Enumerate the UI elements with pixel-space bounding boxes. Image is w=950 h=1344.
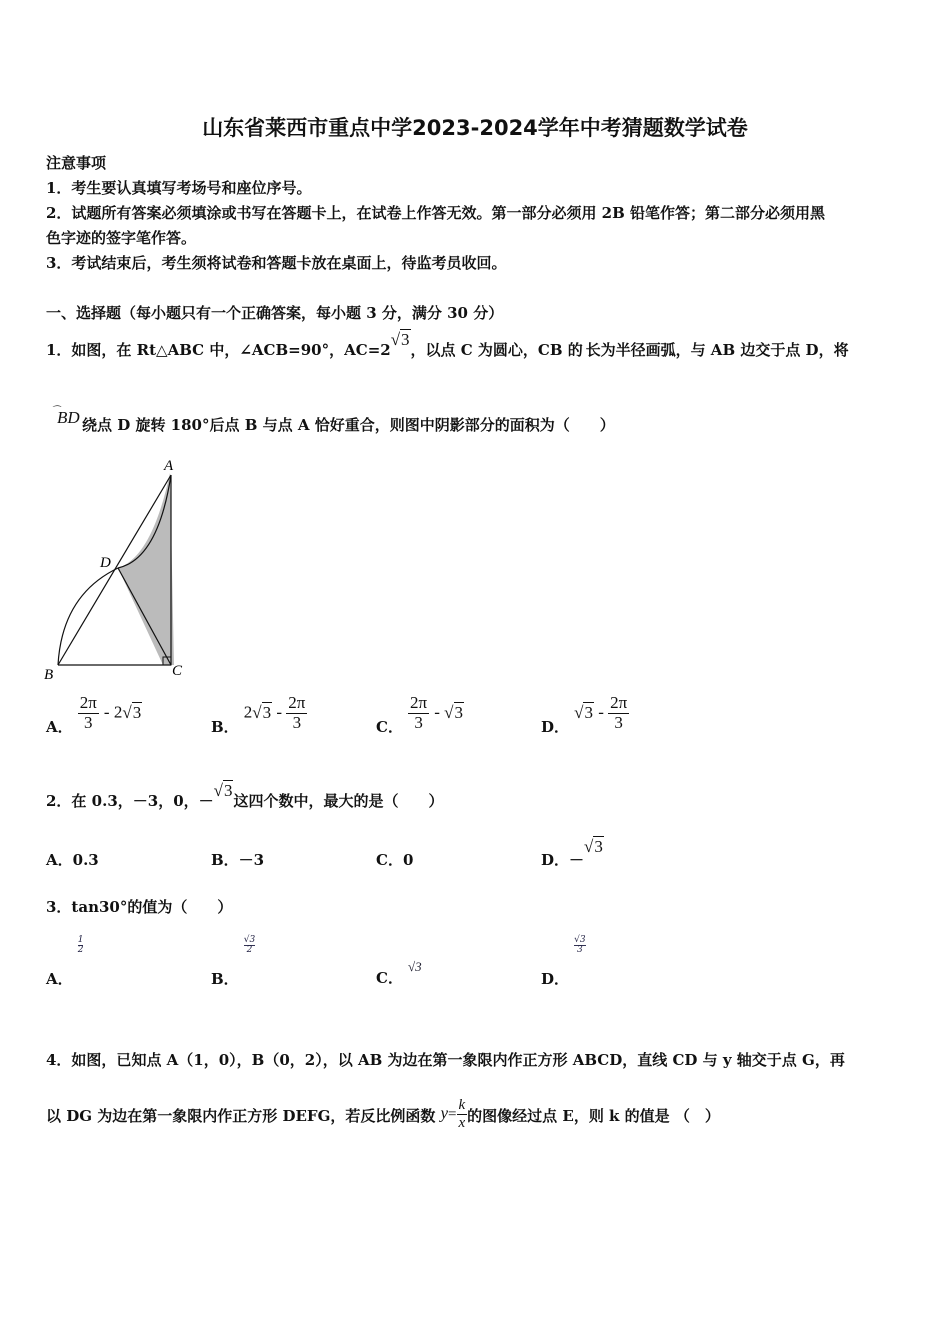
q2-option-c[interactable]: C．0 xyxy=(376,851,414,869)
q2-option-a[interactable]: A．0.3 xyxy=(46,851,99,869)
q3-option-a[interactable]: A． $\frac{1}{2}$ xyxy=(46,935,84,988)
notice-item-2-cont: 色字迹的签字笔作答。 xyxy=(46,229,197,247)
arc-bd: ⌒BD xyxy=(51,405,80,427)
q4-line2: 以 DG 为边在第一象限内作正方形 DEFG，若反比例函数 y= $\frac{k}{x}$ 的图像经过点 E，则 k 的值是 （ ） xyxy=(46,1097,720,1131)
label-a: A xyxy=(164,458,174,474)
q3-option-b[interactable]: B． $\frac{√3}{2}$ xyxy=(211,935,256,988)
q2-option-d[interactable]: D．－√3 xyxy=(541,837,603,869)
q1-figure xyxy=(40,455,200,685)
notice-item-1: 1．考生要认真填写考场号和座位序号。 xyxy=(46,179,312,197)
notice-item-2: 2．试题所有答案必须填涂或书写在答题卡上，在试卷上作答无效。第一部分必须用 2B 铅笔作答；第二部分必须用黑 xyxy=(46,204,826,222)
q1-option-a[interactable]: A． $\frac{2\pi}{3}$ - 2√3 xyxy=(46,693,142,736)
q1-line1: 1．如图，在 Rt△ABC 中，∠ACB=90°，AC=2√3，以点 C 为圆心，CB 的 长为半径画弧，与 AB 边交于点 D，将 xyxy=(46,330,849,359)
q2-text: 2．在 0.3，－3，0，－√3这四个数中，最大的是（ ） xyxy=(46,781,444,810)
q1-option-c[interactable]: C． $\frac{2\pi}{3}$ - √3 xyxy=(376,693,463,736)
section-heading: 一、选择题（每小题只有一个正确答案，每小题 3 分，满分 30 分） xyxy=(46,304,504,322)
label-c: C xyxy=(172,663,183,679)
notice-heading: 注意事项 xyxy=(46,154,107,172)
q4-line1: 4．如图，已知点 A（1，0），B（0，2），以 AB 为边在第一象限内作正方形 ABCD，直线 CD 与 y 轴交于点 G，再 xyxy=(46,1051,845,1069)
page-title: 山东省莱西市重点中学2023-2024学年中考猜题数学试卷 xyxy=(202,116,748,140)
q3-option-d[interactable]: D． $\frac{√3}{3}$ xyxy=(541,935,586,988)
q2-option-b[interactable]: B．－3 xyxy=(211,851,265,869)
q1-option-d[interactable]: D． √3 - $\frac{2\pi}{3}$ xyxy=(541,693,628,736)
q1-option-b[interactable]: B． 2√3 - $\frac{2\pi}{3}$ xyxy=(211,693,306,736)
q3-option-c[interactable]: C． √3 xyxy=(376,959,422,987)
label-d: D xyxy=(100,555,111,571)
sqrt3: √3 xyxy=(390,330,410,349)
arc-mark-icon: ⌒ xyxy=(51,405,61,415)
label-b: B xyxy=(44,667,54,683)
notice-item-3: 3．考试结束后，考生须将试卷和答题卡放在桌面上，待监考员收回。 xyxy=(46,254,507,272)
q3-text: 3．tan30°的值为（ ） xyxy=(46,898,233,916)
q1-line2: 绕点 D 旋转 180°后点 B 与点 A 恰好重合，则图中阴影部分的面积为（ ） xyxy=(82,416,615,434)
